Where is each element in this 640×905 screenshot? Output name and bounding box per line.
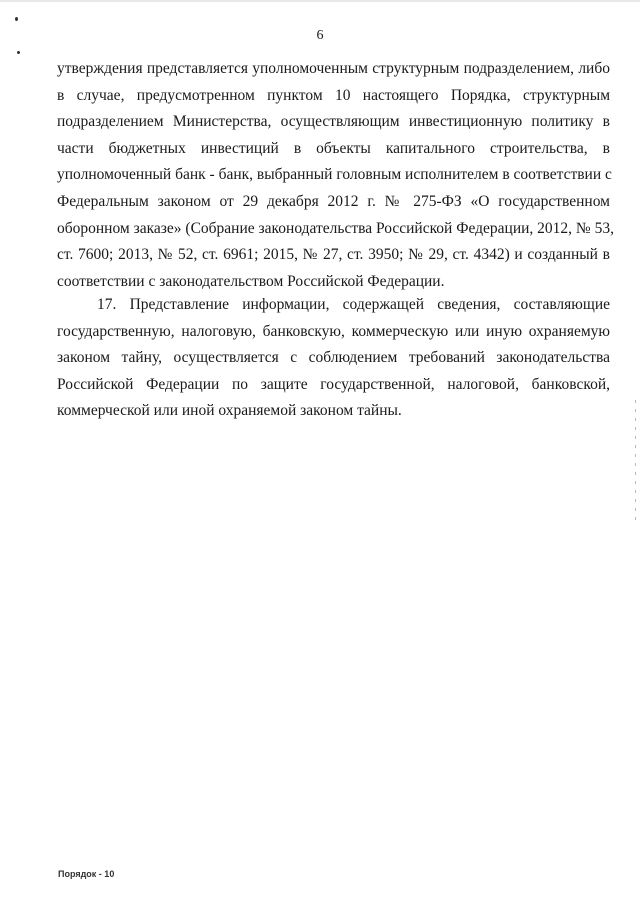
text-line: 17. Представление информации, содержащей сведения, составляющие (97, 296, 610, 313)
text-line: утверждения представляется уполномоченным структурным подразделением, либо (57, 60, 610, 77)
text-line: части бюджетных инвестиций в объекты капитального строительства, в (57, 139, 610, 157)
text-line: Российской Федерации по защите государственной, налоговой, банковской, (57, 375, 610, 393)
footer-label: Порядок - 10 (58, 869, 115, 879)
scan-right-edge (635, 400, 636, 520)
page-number: 6 (316, 28, 324, 43)
paragraph-17 (57, 292, 610, 425)
scan-speck (15, 17, 18, 21)
text-line: законом тайну, осуществляется с соблюдением требований законодательства (57, 349, 610, 367)
text-line: оборонном заказе» (Собрание законодательства Российской Федерации, 2012, № 53, (57, 219, 614, 237)
text-line: ст. 7600; 2013, № 52, ст. 6961; 2015, № 27, ст. 3950; № 29, ст. 4342) и созданный в (57, 246, 610, 264)
text-line: Федеральным законом от 29 декабря 2012 г. № 275-ФЗ «О государственном (57, 192, 610, 210)
paragraph-continuation (57, 56, 614, 295)
text-line: в случае, предусмотренном пунктом 10 настоящего Порядка, структурным (57, 86, 610, 104)
scan-speck (17, 51, 20, 54)
text-line: подразделением Министерства, осуществляющим инвестиционную политику в (57, 113, 610, 131)
text-line: уполномоченный банк - банк, выбранный головным исполнителем в соответствии с (57, 166, 612, 184)
text-line: коммерческой или иной охраняемой законом тайны. (57, 402, 402, 420)
text-line: соответствии с законодательством Российской Федерации. (57, 272, 445, 290)
text-line: государственную, налоговую, банковскую, коммерческую или иную охраняемую (57, 322, 610, 340)
scan-top-edge (0, 0, 640, 2)
